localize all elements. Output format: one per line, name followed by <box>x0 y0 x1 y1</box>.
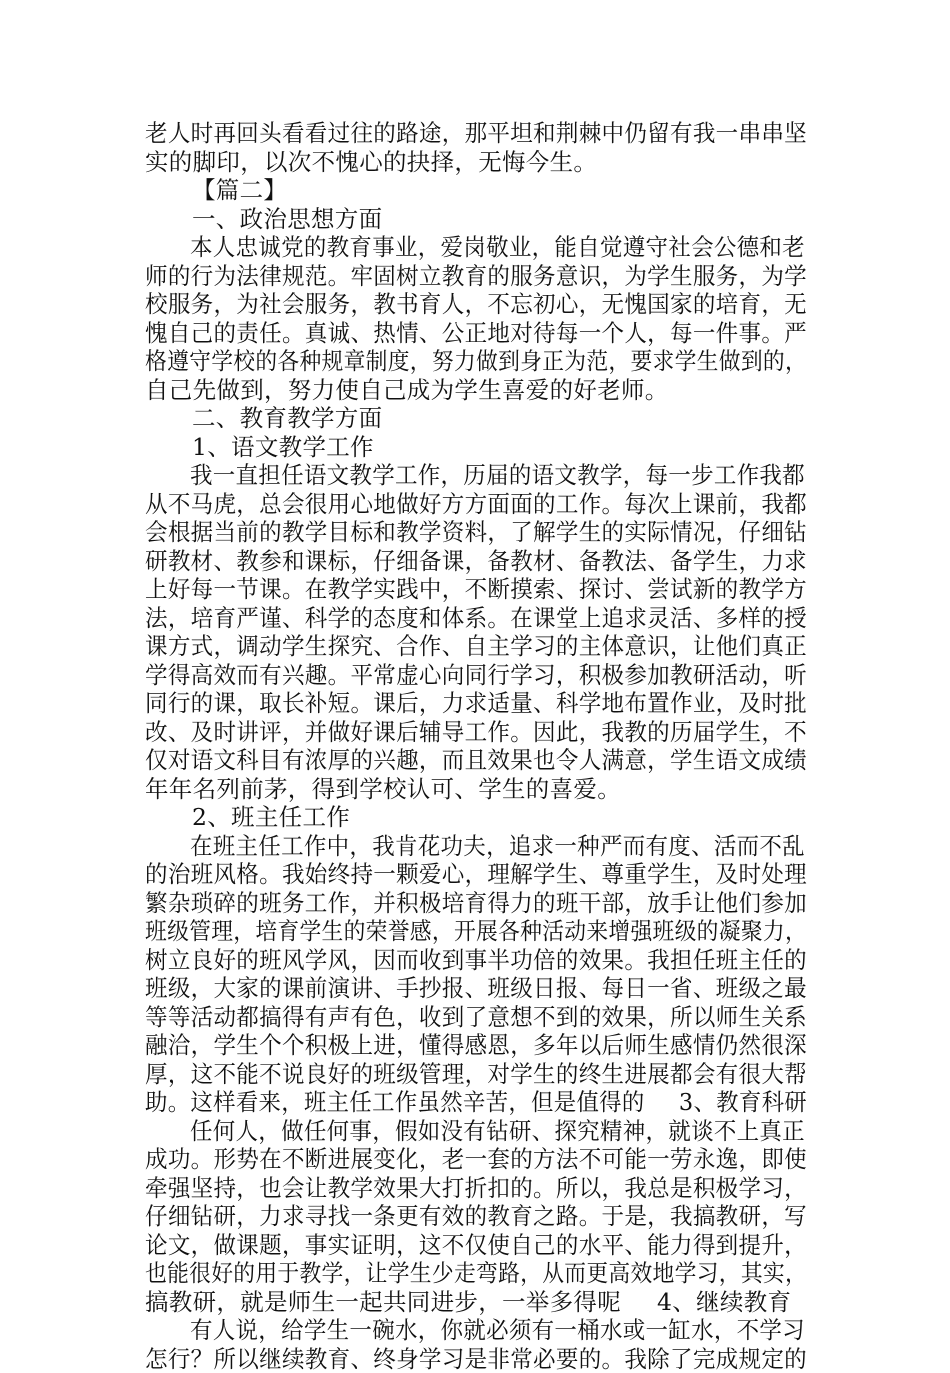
text-line <box>145 547 780 576</box>
line-text: 课方式，调动学生探究、合作、自主学习的主体意识，让他们真正 <box>145 632 807 660</box>
line-text: 上好每一节课。在教学实践中，不断摸索、探讨、尝试新的教学方 <box>145 575 807 603</box>
text-line <box>145 290 780 319</box>
text-line <box>145 1117 779 1146</box>
line-text: 愧自己的责任。真诚、热情、公正地对待每一个人，每一件事。严 <box>145 319 807 347</box>
text-line <box>145 1231 780 1260</box>
line-text: 会根据当前的教学目标和教学资料，了解学生的实际情况，仔细钻 <box>145 518 807 546</box>
line-text: 改、及时讲评，并做好课后辅导工作。因此，我教的历届学生，不 <box>145 718 807 746</box>
line-text: 树立良好的班风学风，因而收到事半功倍的效果。我担任班主任的 <box>145 946 807 974</box>
line-text: 仅对语文科目有浓厚的兴趣，而且效果也令人满意，学生语文成绩 <box>145 746 807 774</box>
text-line <box>145 974 780 1003</box>
line-text: 年年名列前茅，得到学校认可、学生的喜爱。 <box>145 775 621 803</box>
line-text: 论文，做课题，事实证明，这不仅使自己的水平、能力得到提升， <box>145 1231 807 1259</box>
text-line <box>145 1145 780 1174</box>
line-text: 仔细钻研，力求寻找一条更有效的教育之路。于是，我搞教研，写 <box>145 1202 807 1230</box>
line-text: 我一直担任语文教学工作，历届的语文教学，每一步工作我都 <box>190 461 805 489</box>
text-line <box>145 1174 780 1203</box>
text-line <box>145 632 780 661</box>
line-text: 班级管理，培育学生的荣誉感，开展各种活动来增强班级的凝聚力， <box>145 917 807 945</box>
text-line <box>145 1003 780 1032</box>
text-line <box>145 1288 807 1317</box>
section-heading: 4、继续教育 <box>657 1288 791 1316</box>
text-line <box>145 832 779 861</box>
line-text: 师的行为法律规范。牢固树立教育的服务意识，为学生服务，为学 <box>145 262 807 290</box>
line-text: 助。这样看来，班主任工作虽然辛苦，但是值得的 <box>145 1088 645 1116</box>
line-text: 二、教育教学方面 <box>192 404 382 432</box>
line-text: 【篇二】 <box>192 176 287 204</box>
text-line <box>145 1031 780 1060</box>
text-line <box>145 775 807 804</box>
line-text: 1、语文教学工作 <box>192 433 374 461</box>
text-line <box>145 262 780 291</box>
text-line <box>145 205 807 234</box>
line-text: 老人时再回头看看过往的路途，那平坦和荆棘中仍留有我一串串坚 <box>145 119 807 147</box>
text-line <box>145 1060 780 1089</box>
text-line <box>145 860 780 889</box>
text-line <box>145 176 807 205</box>
section-heading: 3、教育科研 <box>679 1088 807 1116</box>
line-text: 从不马虎，总会很用心地做好方方面面的工作。每次上课前，我都 <box>145 490 807 518</box>
text-line <box>145 319 780 348</box>
text-line <box>145 1088 777 1117</box>
text-line <box>145 233 779 262</box>
line-text: 同行的课，取长补短。课后，力求适量、科学地布置作业，及时批 <box>145 689 807 717</box>
text-line <box>145 1259 759 1288</box>
text-line <box>145 461 779 490</box>
text-line <box>145 746 780 775</box>
line-text: 融洽，学生个个积极上进，懂得感恩，多年以后师生感情仍然很深 <box>145 1031 807 1059</box>
text-line <box>145 917 759 946</box>
line-text: 班级，大家的课前演讲、手抄报、班级日报、每日一省、班级之最 <box>145 974 807 1002</box>
line-text: 研教材、教参和课标，仔细备课，备教材、备教法、备学生，力求 <box>145 547 807 575</box>
line-text: 学得高效而有兴趣。平常虚心向同行学习，积极参加教研活动，听 <box>145 661 807 689</box>
text-line <box>145 946 780 975</box>
text-line <box>145 518 780 547</box>
line-text: 一、政治思想方面 <box>192 205 382 233</box>
line-text: 法，培育严谨、科学的态度和体系。在课堂上追求灵活、多样的授 <box>145 604 807 632</box>
text-line <box>145 575 780 604</box>
text-line <box>145 1345 780 1373</box>
text-line <box>145 119 780 148</box>
text-line <box>145 889 780 918</box>
line-text: 实的脚印，以次不愧心的抉择，无悔今生。 <box>145 148 597 176</box>
text-line <box>145 718 780 747</box>
text-line <box>145 490 780 519</box>
line-text: 厚，这不能不说良好的班级管理，对学生的终生进展都会有很大帮 <box>145 1060 807 1088</box>
text-line <box>145 604 780 633</box>
line-text: 2、班主任工作 <box>192 803 350 831</box>
text-line <box>145 661 780 690</box>
line-text: 成功。形势在不断进展变化，老一套的方法不可能一劳永逸，即使 <box>145 1145 807 1173</box>
line-text: 牵强坚持，也会让教学效果大打折扣的。所以，我总是积极学习， <box>145 1174 807 1202</box>
line-text: 本人忠诚党的教育事业，爱岗敬业，能自觉遵守社会公德和老 <box>190 233 805 261</box>
line-text: 怎行？所以继续教育、终身学习是非常必要的。我除了完成规定的 <box>145 1345 807 1373</box>
text-line <box>145 1202 780 1231</box>
line-text: 繁杂琐碎的班务工作，并积极培育得力的班干部，放手让他们参加 <box>145 889 807 917</box>
text-line <box>145 404 807 433</box>
line-text: 任何人，做任何事，假如没有钻研、探究精神，就谈不上真正 <box>190 1117 805 1145</box>
text-line <box>145 433 807 462</box>
text-line <box>145 803 807 832</box>
line-text: 搞教研，就是师生一起共同进步，一举多得呢 <box>145 1288 621 1316</box>
line-text: 也能很好的用于教学，让学生少走弯路，从而更高效地学习，其实， <box>145 1259 807 1287</box>
text-line <box>145 1316 779 1345</box>
text-line <box>145 689 780 718</box>
body-text <box>145 119 807 1373</box>
line-text: 在班主任工作中，我肯花功夫，追求一种严而有度、活而不乱 <box>190 832 805 860</box>
line-text: 格遵守学校的各种规章制度，努力做到身正为范，要求学生做到的， <box>145 347 807 375</box>
text-line <box>145 347 759 376</box>
line-text: 的治班风格。我始终持一颗爱心，理解学生、尊重学生，及时处理 <box>145 860 807 888</box>
line-text: 等等活动都搞得有声有色，收到了意想不到的效果，所以师生关系 <box>145 1003 807 1031</box>
line-text: 有人说，给学生一碗水，你就必须有一桶水或一缸水，不学习 <box>190 1316 805 1344</box>
text-line <box>145 376 807 405</box>
line-text: 自己先做到，努力使自己成为学生喜爱的好老师。 <box>145 376 669 404</box>
line-text: 校服务，为社会服务，教书育人，不忘初心，无愧国家的培育，无 <box>145 290 807 318</box>
text-line <box>145 148 807 177</box>
